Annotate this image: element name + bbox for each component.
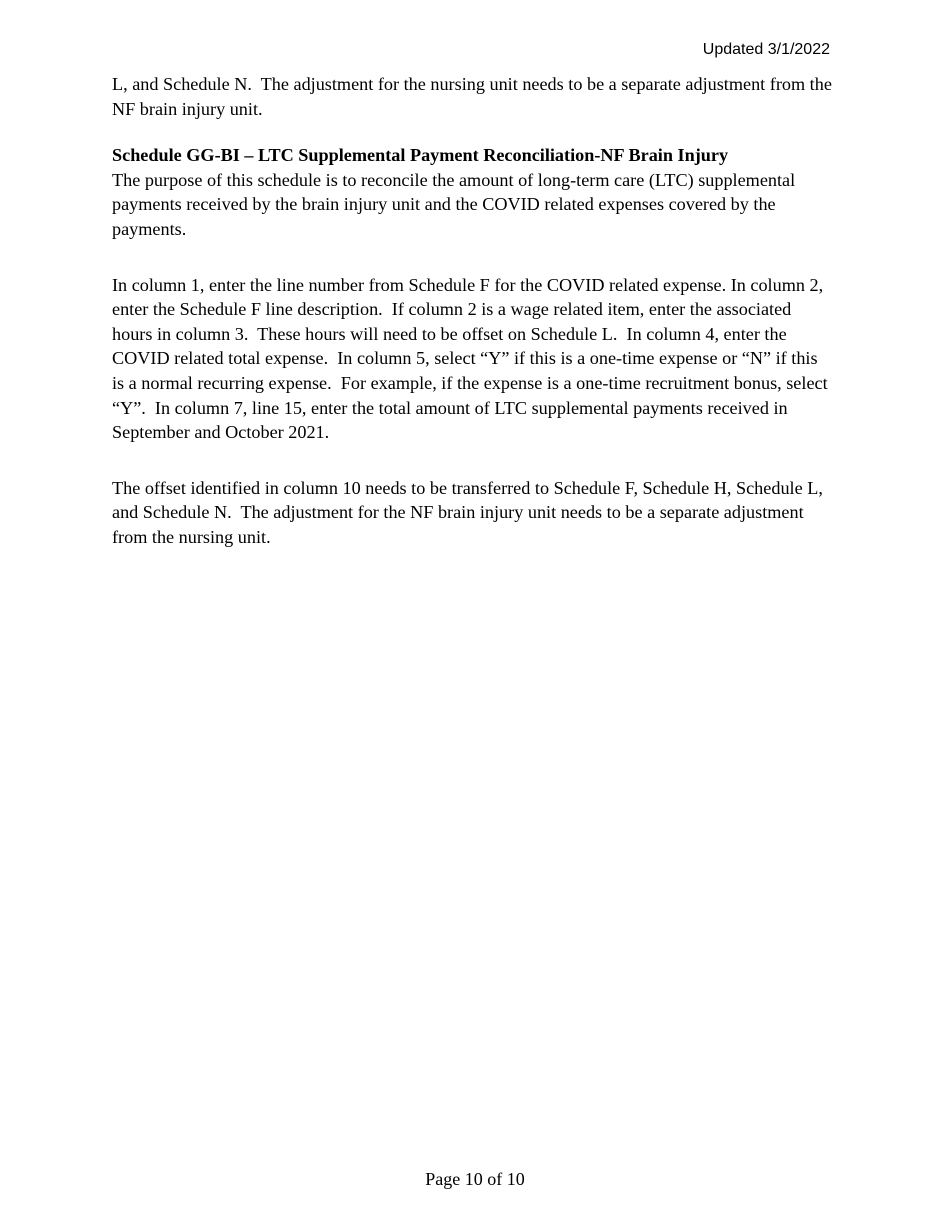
- continued-paragraph: L, and Schedule N. The adjustment for the nursing unit needs to be a separate adjustment from the NF brain injury unit.: [112, 74, 837, 119]
- page-number-footer: Page 10 of 10: [425, 1169, 525, 1189]
- purpose-paragraph: The purpose of this schedule is to reconcile the amount of long-term care (LTC) supplemental payments received by the brain injury unit and the COVID related expenses covered by the payments.: [112, 169, 800, 239]
- offset-paragraph: The offset identified in column 10 needs to be transferred to Schedule F, Schedule H, Schedule L, and Schedule N. The adjustment for the NF brain injury unit needs to be a separate adjustment from the nursing unit.: [112, 477, 828, 547]
- section-heading: Schedule GG-BI – LTC Supplemental Payment Reconciliation-NF Brain Injury: [112, 145, 729, 166]
- document-body: [112, 72, 837, 550]
- column-instructions-paragraph: In column 1, enter the line number from Schedule F for the COVID related expense. In column 2, enter the Schedule F line description. If column 2 is a wage related item, enter the associated hours in column 3. These hours will need to be offset on Schedule L. In column 4, enter the COVID related total expense. In column 5, select “Y” if this is a one-time expense or “N” if this is a normal recurring expense. For example, if the expense is a one-time recruitment bonus, select “Y”. In column 7, line 15, enter the total amount of LTC supplemental payments received in September and October 2021.: [112, 274, 833, 443]
- updated-date-header: Updated 3/1/2022: [702, 41, 830, 58]
